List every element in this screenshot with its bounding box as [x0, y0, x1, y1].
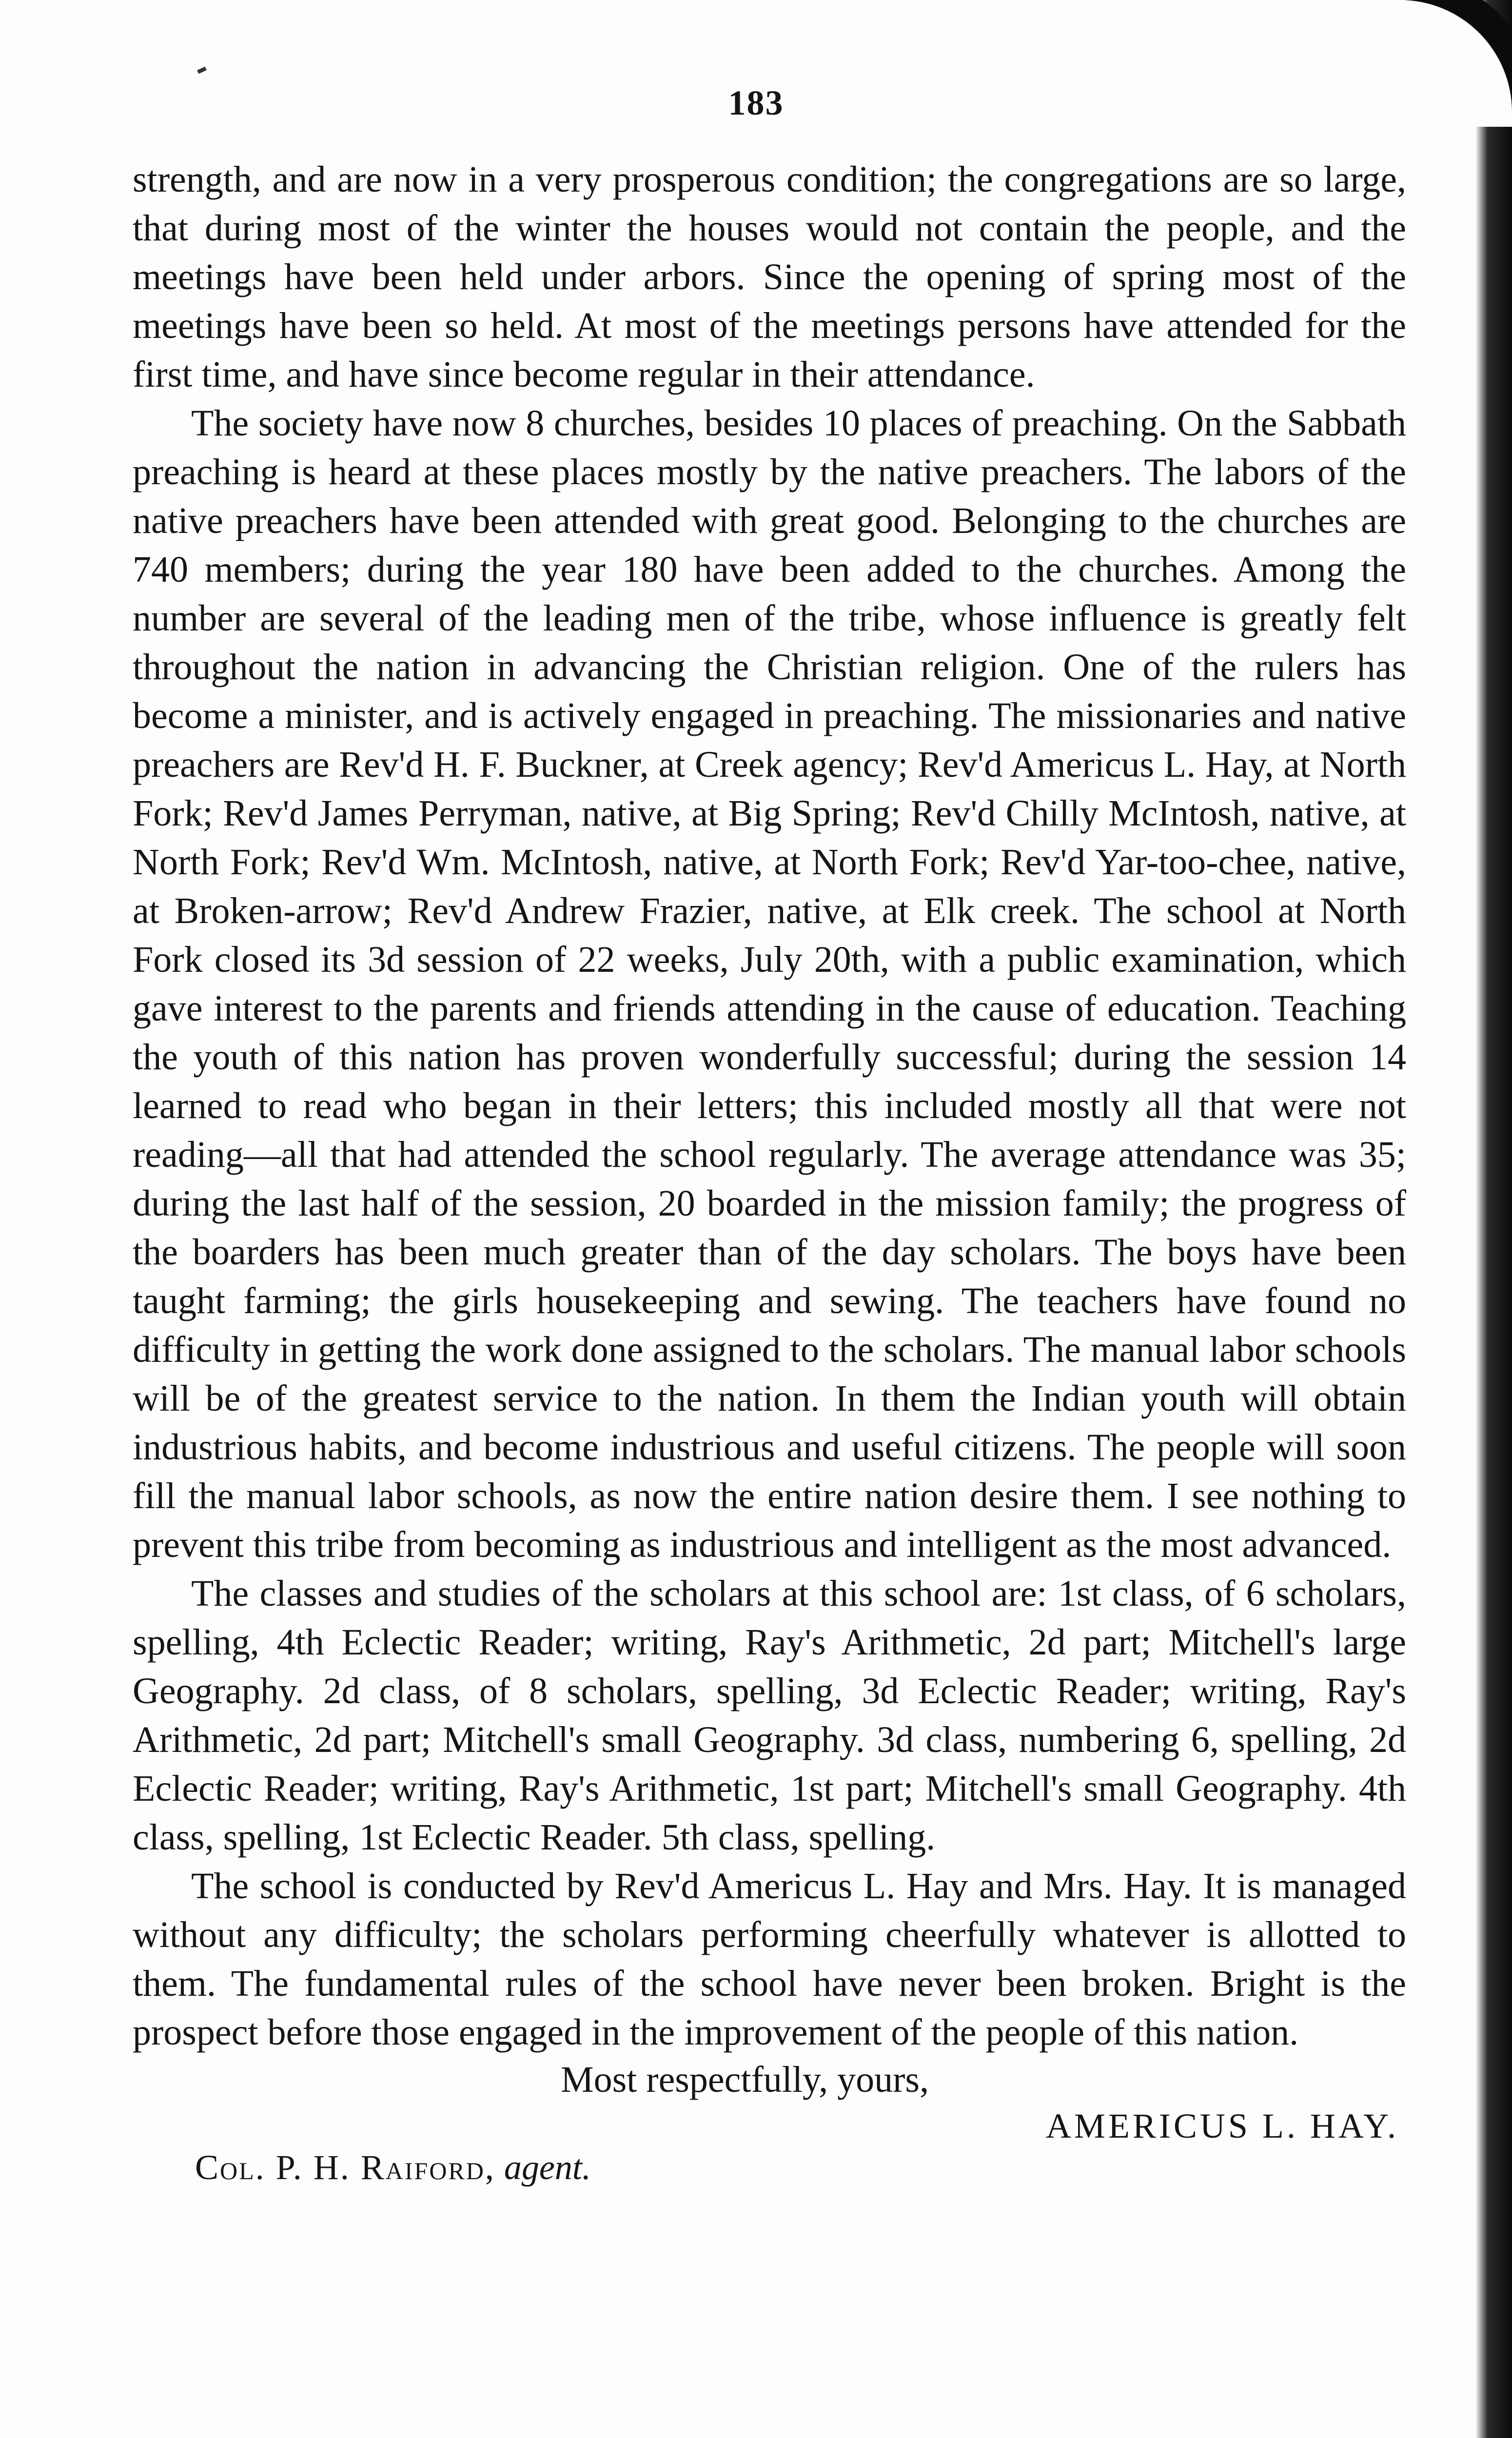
paragraph-2: The society have now 8 churches, besides 10 places of preaching. On the Sabbath preaching is heard at these places mostly by the native preachers. The labors of the native preachers have been attended with great good. Belonging to the churches are 740 members; during the year 180 have been added to the churches. Among the number are several of the leading men of the tribe, whose influence is greatly felt throughout the nation in advancing the Christian religion. One of the rulers has become a minister, and is actively engaged in preaching. The missionaries and native preachers are Rev'd H. F. Buckner, at Creek agency; Rev'd Americus L. Hay, at North Fork; Rev'd James Perryman, native, at Big Spring; Rev'd Chilly McIntosh, native, at North Fork; Rev'd Wm. McIntosh, native, at North Fork; Rev'd Yar-too-chee, native, at Broken-arrow; Rev'd Andrew Frazier, native, at Elk creek. The school at North Fork closed its 3d session of 22 weeks, July 20th, with a public examination, which gave interest to the parents and friends attending in the cause of education. Teaching the youth of this nation has proven wonderfully successful; during the session 14 learned to read who began in their letters; this included mostly all that were not reading—all that had attended the school regularly. The average attendance was 35; during the last half of the session, 20 boarded in the mission family; the progress of the boarders has been much greater than of the day scholars. The boys have been taught farming; the girls housekeeping and sewing. The teachers have found no difficulty in getting the work done assigned to the scholars. The manual labor schools will be of the greatest service to the nation. In them the Indian youth will obtain industrious habits, and become industrious and useful citizens. The people will soon fill the manual labor schools, as now the entire nation desire them. I see nothing to prevent this tribe from becoming as industrious and intelligent as the most advanced.	[133, 403, 1406, 1565]
paragraph-1: strength, and are now in a very prosperous condition; the congregations are so large, that during most of the winter the houses would not contain the people, and the meetings have been held under arbors. Since the opening of spring most of the meetings have been so held. At most of the meetings persons have attended for the first time, and have since become regular in their attendance.	[133, 159, 1406, 395]
addressee-name: Col. P. H. Raiford,	[195, 2148, 495, 2187]
page-number: 183	[728, 83, 784, 122]
addressee-title: agent.	[504, 2148, 591, 2187]
paragraph-3: The classes and studies of the scholars at this school are: 1st class, of 6 scholars, spelling, 4th Eclectic Reader; writing, Ray's Arithmetic, 2d part; Mitchell's large Geography. 2d class, of 8 scholars, spelling, 3d Eclectic Reader; writing, Ray's Arithmetic, 2d part; Mitchell's small Geography. 3d class, numbering 6, spelling, 2d Eclectic Reader; writing, Ray's Arithmetic, 1st part; Mitchell's small Geography. 4th class, spelling, 1st Eclectic Reader. 5th class, spelling.	[133, 1573, 1406, 1858]
scan-speck	[197, 67, 207, 74]
addressee	[195, 2143, 591, 2192]
letter-body	[133, 155, 1406, 2057]
scan-edge	[1429, 0, 1512, 2438]
closing-line: Most respectfully, yours,	[561, 2059, 929, 2100]
signature: AMERICUS L. HAY.	[1045, 2106, 1399, 2145]
paragraph-4: The school is conducted by Rev'd Americus L. Hay and Mrs. Hay. It is managed without any difficulty; the scholars performing cheerfully whatever is allotted to them. The fundamental rules of the school have never been broken. Bright is the prospect before those engaged in the improvement of the people of this nation.	[133, 1866, 1406, 2053]
